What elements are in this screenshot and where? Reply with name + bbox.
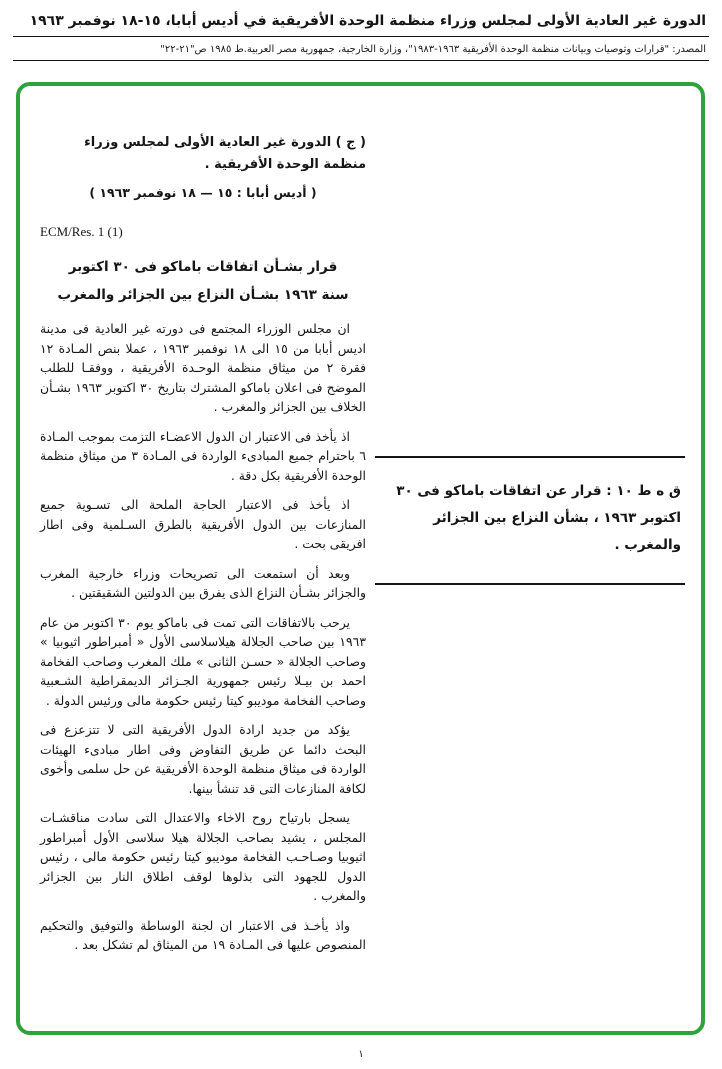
session-subtitle: ( أديس أبابا : ١٥ — ١٨ نوفمبر ١٩٦٣ ) — [89, 185, 317, 200]
header-source-line: المصدر: "قرارات وتوصيات وبيانات منظمة الوحدة الأفريقية ١٩٦٣-١٩٨٣"، وزارة الخارجية، جمهورية مصر العربية.ط ١٩٨٥ ص"٢١-٢٢" — [160, 44, 706, 55]
resolution-title — [40, 253, 366, 309]
paragraph: واذ يأخـذ فى الاعتبار ان لجنة الوساطة والتوفيق والتحكيم المنصوص عليها فى المـادة ١٩ من الميثاق لم تشكل بعد . — [40, 917, 366, 952]
paragraph: ان مجلس الوزراء المجتمع فى دورته غير العادية فى مدينة اديس أبابا من ١٥ الى ١٨ نوفمبر ١٩٦٣ ، عملا بنص المـادة ١٢ فقرة ٢ من ميثاق منظمة الوحـدة الأفريقية ، ووفقـا للطلب الموضح فى اعلان باماكو المشترك بتاريخ ٣٠ اكتوبر ١٩٦٣ بشـأن الخلاف بين الجزائر والمغرب . — [40, 321, 366, 414]
header-divider-bottom — [13, 60, 709, 61]
section-heading: ( ج ) الدورة غير العادية الأولى لمجلس وزراء منظمة الوحدة الأفريقية . — [84, 135, 366, 172]
paragraph: يؤكد من جديد ارادة الدول الأفريقية التى لا تتزعزع فى البحث دائما عن طريق التفاوض وفى اطار مبادىء الهيئات الواردة فى ميثاق منظمة الوحدة الأفريقية عن حل سلمى وأخوى لكافة المنازعات التى قد تنشأ بينها. — [40, 722, 366, 796]
document-frame — [16, 82, 705, 1035]
header-divider-top — [13, 36, 709, 37]
margin-note — [375, 456, 685, 585]
resolution-title-line2: سنة ١٩٦٣ بشـأن النزاع بين الجزائر والمغرب — [57, 287, 349, 303]
page-number: ١ — [358, 1049, 364, 1060]
paragraph: يسجل بارتياح روح الاخاء والاعتدال التى سادت مناقشـات المجلس ، يشيد بصاحب الجلالة هيلا سلاسى الأول أمبراطور اثيوبيا وصـاحـب الفخامة موديبو كيتا رئيس حكومة مالى ، رئيس الدول للجهود التى بذلوها لوقف اطلاق النار بين الجزائر والمغرب . — [40, 810, 366, 903]
header-title: الدورة غير العادية الأولى لمجلس وزراء منظمة الوحدة الأفريقية في أديس أبابا، ١٥-١٨ نوفمبر ١٩٦٣ — [29, 13, 706, 29]
paragraph: اذ يأخذ فى الاعتبار الحاجة الملحة الى تسـوية جميع المنازعات بين الدول الأفريقية بالطرق السـلمية وفى اطار افريقى بحت . — [40, 497, 366, 551]
paragraph: يرحب بالاتفاقات التى تمت فى باماكو يوم ٣٠ اكتوبر من عام ١٩٦٣ بين صاحب الجلالة هيلاسلاسى الأول « أمبراطور اثيوبيا » وصاحب الجلالة « حسـن الثانى » ملك المغرب وصاحب الفخامة احمد بن بيـلا رئيس جمهورية الجـزائر الديمقراطية الشـعبية وصاحب الفخامة موديبو كيتا رئيس حكومة مالى ورئيس الدولة . — [40, 614, 366, 708]
resolution-title-line1: قرار بشـأن اتفاقات باماكو فى ٣٠ اكتوبر — [68, 259, 338, 275]
paragraph: اذ يأخذ فى الاعتبار ان الدول الاعضـاء التزمت بموجب المـادة ٦ باحترام جميع المبادىء الواردة فى المـادة ٣ من ميثاق منظمة الوحدة الأفريقية بكل دقة . — [40, 428, 366, 483]
main-text-column — [40, 132, 366, 955]
resolution-reference: ECM/Res. 1 (1) — [40, 224, 123, 239]
paragraph: وبعد أن استمعت الى تصريحات وزراء خارجية المغرب والجزائر بشـأن النزاع الذى يفرق بين الدولتين الشقيقتين . — [40, 565, 366, 600]
margin-note-text: ق ه ط ١٠ : قرار عن اتفاقات باماكو فى ٣٠ اكتوبر ١٩٦٣ ، بشأن النزاع بين الجزائر والمغرب . — [396, 483, 681, 553]
